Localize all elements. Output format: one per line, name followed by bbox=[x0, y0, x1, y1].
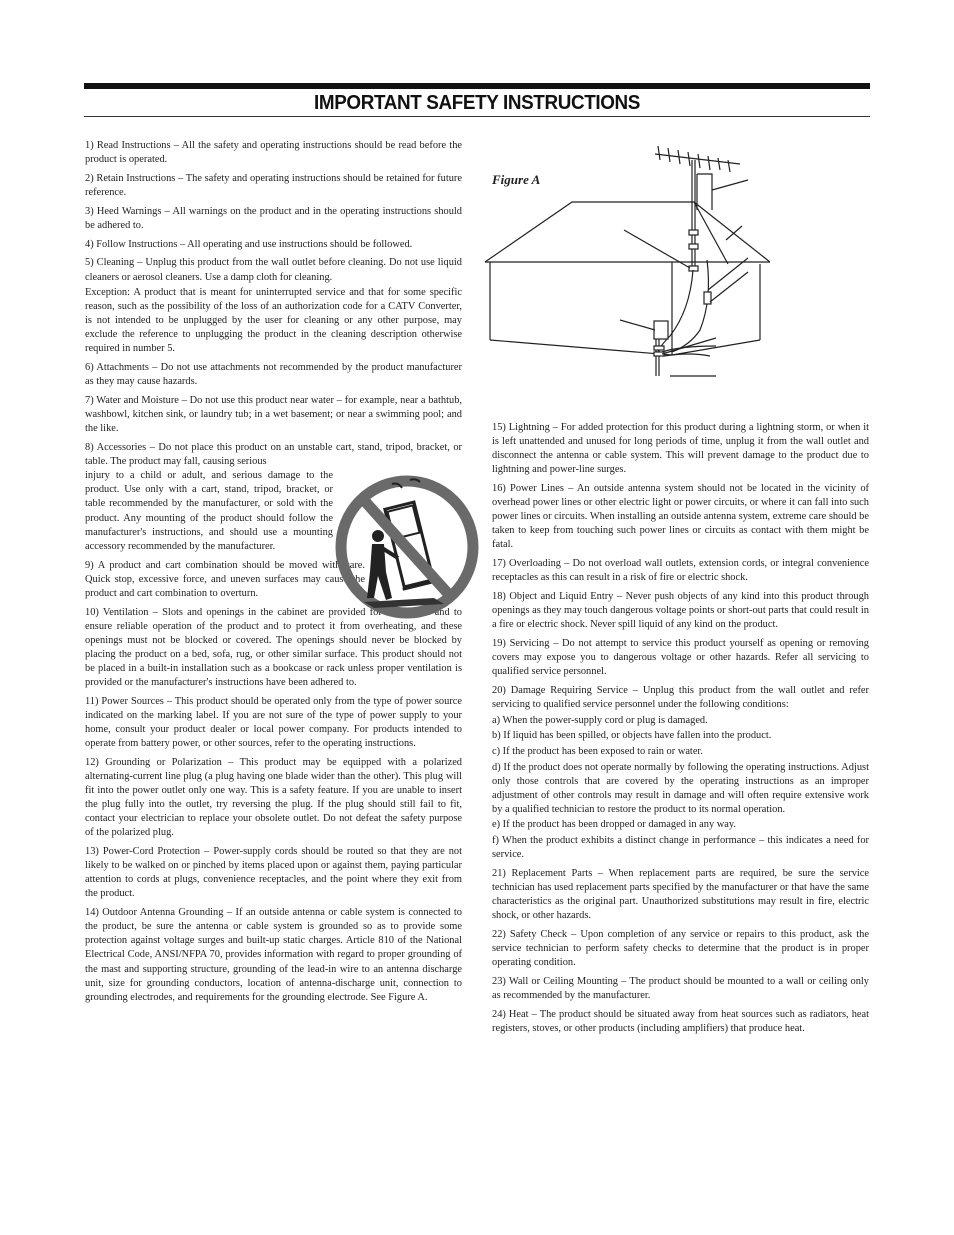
condition-b: b) If liquid has been spilled, or objects have fallen into the product. bbox=[492, 730, 772, 742]
condition-e: e) If the product has been dropped or damaged in any way. bbox=[492, 819, 736, 831]
instruction-19: 19) Servicing – Do not attempt to service this product yourself as opening or removing covers may expose you to dangerous voltage or other hazards. Refer all servicing to qualified service personnel. bbox=[492, 638, 869, 678]
right-column bbox=[492, 421, 869, 1041]
instruction-5: 5) Cleaning – Unplug this product from the wall outlet before cleaning. Do not use liquid cleaners or aerosol cleaners. Use a damp cloth for cleaning. bbox=[85, 257, 462, 283]
instruction-9: 9) A product and cart combination should be moved with care. Quick stop, excessive force, and uneven surfaces may cause the product and cart combination to overturn. bbox=[85, 559, 365, 599]
instruction-13: 13) Power-Cord Protection – Power-supply cords should be routed so that they are not likely to be walked on or pinched by items placed upon or against them, paying particular attention to cords at plugs, convenience receptacles, and the point where they exit from the product. bbox=[85, 846, 463, 900]
instruction-2: 2) Retain Instructions – The safety and operating instructions should be retained for future reference. bbox=[85, 172, 462, 198]
instruction-23: 23) Wall or Ceiling Mounting – The product should be mounted to a wall or ceiling only as recommended by the manufacturer. bbox=[492, 975, 869, 1001]
instruction-15: 15) Lightning – For added protection for this product during a lightning storm, or when it is left unattended and unused for long periods of time, unplug it from the wall outlet and disconnect the antenna or cable system. This will prevent damage to the product due to lightning and power-line surges. bbox=[492, 422, 869, 476]
instruction-6: 6) Attachments – Do not use attachments not recommended by the product manufacturer as they may cause hazards. bbox=[85, 362, 462, 388]
instruction-22: 22) Safety Check – Upon completion of any service or repairs to this product, ask the service technician to perform safety checks to determine that the product is in proper operating condition. bbox=[492, 928, 869, 969]
instruction-11: 11) Power Sources – This product should be operated only from the type of power source indicated on the marking label. If you are not sure of the type of power supply to your home, consult your product dealer or local power company. For products intended to operate from battery power, or other sources, refer to the operating instructions. bbox=[85, 695, 462, 750]
instruction-16: 16) Power Lines – An outside antenna system should not be located in the vicinity of overhead power lines or other electric light or power circuits, or where it can fall into such power lines or circuits. When installing an outside antenna system, extreme care should be taken to keep from touching such power lines or circuits as contact with them might be fatal. bbox=[492, 483, 869, 551]
title-underline bbox=[84, 116, 870, 117]
page-title: IMPORTANT SAFETY INSTRUCTIONS bbox=[313, 91, 641, 114]
condition-d: d) If the product does not operate normally by following the operating instructions. Adjust only those controls that are covered by the operating instructions as an improper adjustment of other controls may result in damage and will often require extensive work by a qualified technician to restore the product to its normal operation. bbox=[492, 761, 869, 815]
instruction-1: 1) Read Instructions – All the safety and operating instructions should be read before the product is operated. bbox=[85, 140, 463, 166]
instruction-21: 21) Replacement Parts – When replacement parts are required, be sure the service technician has used replacement parts specified by the manufacturer or that have the same characteristics as the original part. Unauthorized substitutions may result in fire, electric shock, or other hazards. bbox=[492, 867, 869, 922]
instruction-4: 4) Follow Instructions – All operating and use instructions should be followed. bbox=[85, 238, 413, 250]
instruction-18: 18) Object and Liquid Entry – Never push objects of any kind into this product through openings as they may touch dangerous voltage points or short-out parts that could result in a fire or electric shock. Never spill liquid of any kind on the product. bbox=[492, 591, 870, 631]
condition-a: a) When the power-supply cord or plug is damaged. bbox=[492, 714, 708, 726]
antenna-grounding-figure bbox=[480, 140, 770, 385]
instruction-24: 24) Heat – The product should be situated away from heat sources such as radiators, heat registers, stoves, or other products (including amplifiers) that produce heat. bbox=[492, 1008, 869, 1034]
instruction-10: 10) Ventilation – Slots and openings in the cabinet are provided for ventilation and to ensure reliable operation of the product and to protect it from overheating, and these openings must not be blocked or covered. The openings should never be blocked by placing the product on a bed, sofa, rug, or other similar surface. This product should not be placed in a built-in installation such as a bookcase or rack unless proper ventilation is provided or the manufacturer's instructions have been adhered to. bbox=[85, 606, 462, 688]
instruction-17: 17) Overloading – Do not overload wall outlets, extension cords, or integral convenience receptacles as this can result in a risk of fire or electric shock. bbox=[492, 558, 869, 584]
condition-c: c) If the product has been exposed to rain or water. bbox=[492, 745, 703, 757]
instruction-3: 3) Heed Warnings – All warnings on the product and in the operating instructions should be adhered to. bbox=[85, 205, 462, 231]
instruction-8-intro: 8) Accessories – Do not place this product on an unstable cart, stand, tripod, bracket, or table. The product may fall, causing serious bbox=[85, 442, 462, 468]
instruction-5-exception: Exception: A product that is meant for uninterrupted service and that for some specific reason, such as the possibility of the loss of an authorization code for a CATV Converter, is not intended to be unplugged by the user for cleaning or any other purpose, may exclude the reference to unplugging the product in the cleaning description otherwise required in number 5. bbox=[85, 287, 462, 355]
instruction-8: injury to a child or adult, and serious damage to the product. Use only with a cart, stand, tripod, bracket, or table recommended by the manufacturer, or sold with the product. Any mounting of the product should follow the manufacturer's instructions, and should use a mounting accessory recommended by the manufacturer. bbox=[85, 470, 333, 552]
cart-tip-warning-icon bbox=[334, 474, 480, 620]
instruction-7: 7) Water and Moisture – Do not use this product near water – for example, near a bathtub, washbowl, kitchen sink, or laundry tub; in a wet basement; or near a swimming pool; and the like. bbox=[85, 395, 462, 435]
instruction-20: 20) Damage Requiring Service – Unplug this product from the wall outlet and refer servicing to qualified service personnel under the following conditions: bbox=[492, 685, 869, 711]
instruction-14: 14) Outdoor Antenna Grounding – If an outside antenna or cable system is connected to the product, be sure the antenna or cable system is grounded so as to provide some protection against voltage surges and built-up static charges. Article 810 of the National Electrical Code, ANSI/NFPA 70, provides information with regard to proper grounding of the mast and supporting structure, grounding of the lead-in wire to an antenna discharge unit, size for grounding conductors, location of antenna-discharge unit, connection to grounding electrodes, and requirements for the grounding electrode. See Figure A. bbox=[85, 907, 462, 1003]
title-top-bar bbox=[84, 83, 870, 89]
figure-a-label: Figure A bbox=[492, 172, 541, 187]
instruction-12: 12) Grounding or Polarization – This product may be equipped with a polarized alternating-current line plug (a plug having one blade wider than the other). This plug will fit into the power outlet only one way. This is a safety feature. If you are unable to insert the plug fully into the outlet, try reversing the plug. If the plug should still fail to fit, contact your electrician to replace your obsolete outlet. Do not defeat the safety purpose of the polarized plug. bbox=[85, 756, 463, 839]
condition-f: f) When the product exhibits a distinct change in performance – this indicates a need for service. bbox=[492, 834, 869, 861]
